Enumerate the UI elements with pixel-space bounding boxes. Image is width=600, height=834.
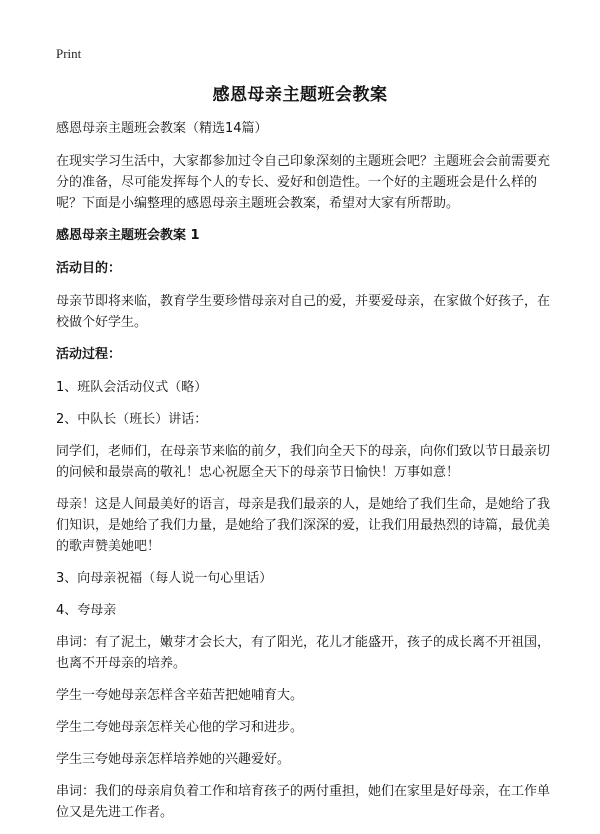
step-3: 3、向母亲祝福（每人说一句心里话）: [56, 571, 273, 586]
student-2-line: 学生二夸她母亲怎样关心他的学习和进步。: [56, 720, 304, 735]
goal-heading: 活动目的：: [56, 261, 122, 276]
student-3-line: 学生三夸她母亲怎样培养她的兴趣爱好。: [56, 752, 291, 767]
print-link[interactable]: Print: [56, 46, 82, 61]
speech-paragraph-2: 母亲！这是人间最美好的语言，母亲是我们最亲的人，是她给了我们生命，是她给了我们知识，是她给了我们力量，是她给了我们深深的爱，让我们用最热烈的诗篇，最优美的歌声赞美她吧！: [56, 497, 551, 554]
speech-paragraph-1: 同学们，老师们，在母亲节来临的前夕，我们向全天下的母亲，向你们致以节日最亲切的问候和最崇高的敬礼！忠心祝愿全天下的母亲节日愉快！万事如意！: [56, 444, 551, 480]
step-2: 2、中队长（班长）讲话：: [56, 412, 208, 427]
document-body: [56, 118, 558, 834]
goal-paragraph: 母亲节即将来临，教育学生要珍惜母亲对自己的爱，并要爱母亲，在家做个好孩子，在校做个好学生。: [56, 294, 551, 330]
student-1-line: 学生一夸她母亲怎样含辛茹苦把她哺育大。: [56, 688, 304, 703]
subtitle: 感恩母亲主题班会教案（精选14篇）: [56, 121, 268, 136]
chuanci-paragraph-2: 串词：我们的母亲肩负着工作和培育孩子的两付重担，她们在家里是好母亲，在工作单位又是先进工作者。: [56, 784, 551, 820]
page-title: 感恩母亲主题班会教案: [212, 85, 388, 105]
step-4: 4、夸母亲: [56, 603, 117, 618]
section-heading: 感恩母亲主题班会教案 1: [56, 228, 200, 243]
chuanci-paragraph-1: 串词：有了泥土，嫩芽才会长大，有了阳光，花儿才能盛开，孩子的成长离不开祖国，也离不开母亲的培养。: [56, 635, 551, 671]
process-heading: 活动过程：: [56, 347, 122, 362]
step-1: 1、班队会活动仪式（略）: [56, 380, 208, 395]
intro-paragraph: 在现实学习生活中，大家都参加过令自己印象深刻的主题班会吧？主题班会会前需要充分的准备，尽可能发挥每个人的专长、爱好和创造性。一个好的主题班会是什么样的呢？下面是小编整理的感恩母亲主题班会教案，希望对大家有所帮助。: [56, 154, 551, 211]
